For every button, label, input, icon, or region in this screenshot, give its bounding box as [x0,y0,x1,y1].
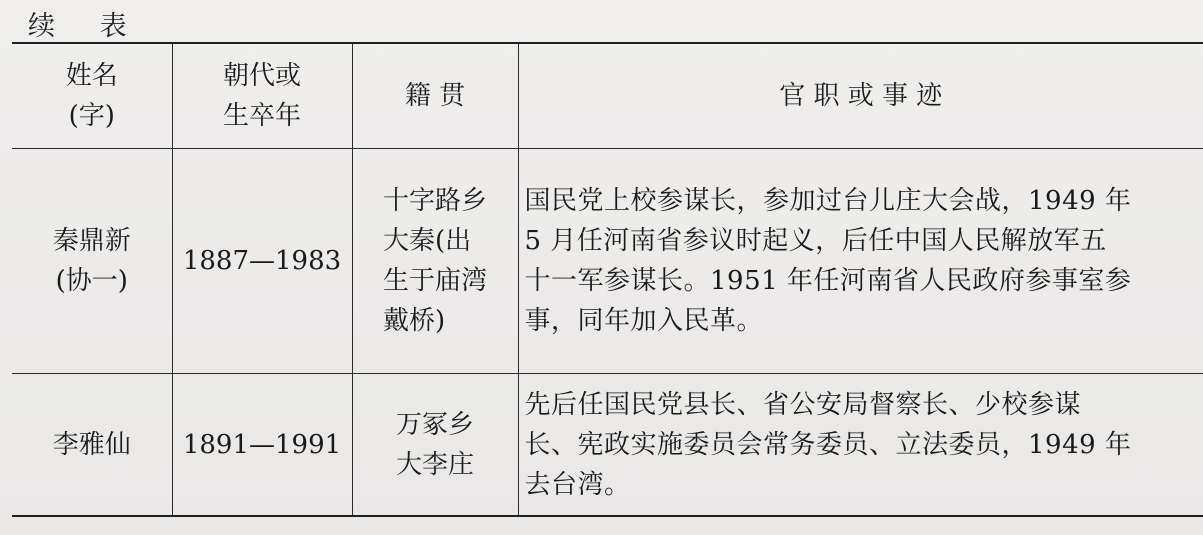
header-deeds: 官 职 或 事 迹 [518,43,1203,149]
cell-name: 李雅仙 [52,429,131,460]
biography-table [12,42,1203,517]
header-origin: 籍 贯 [352,43,518,149]
header-name: 姓名 (字) [65,61,118,131]
table-row [12,149,1203,374]
continued-table-label: 续 表 [28,11,145,42]
cell-origin: 十字路乡 大秦(出 生于庙湾 戴桥) [352,149,518,374]
cell-name: 秦鼎新 (协一) [52,226,131,296]
header-era: 朝代或 生卒年 [172,43,352,149]
table-header-row [12,43,1203,149]
table-row [12,374,1203,517]
cell-years: 1887—1983 [172,149,352,374]
cell-deeds: 国民党上校参谋长，参加过台儿庄大会战，1949 年 5 月任河南省参议时起义，后任中国人民解放军五 十一军参谋长。1951 年任河南省人民政府参事室参 事，同年加入民革。 [518,149,1203,374]
cell-origin: 万冢乡 大李庄 [352,374,518,517]
cell-deeds: 先后任国民党县长、省公安局督察长、少校参谋 长、宪政实施委员会常务委员、立法委员，1949 年 去台湾。 [518,374,1203,517]
cell-years: 1891—1991 [172,374,352,517]
